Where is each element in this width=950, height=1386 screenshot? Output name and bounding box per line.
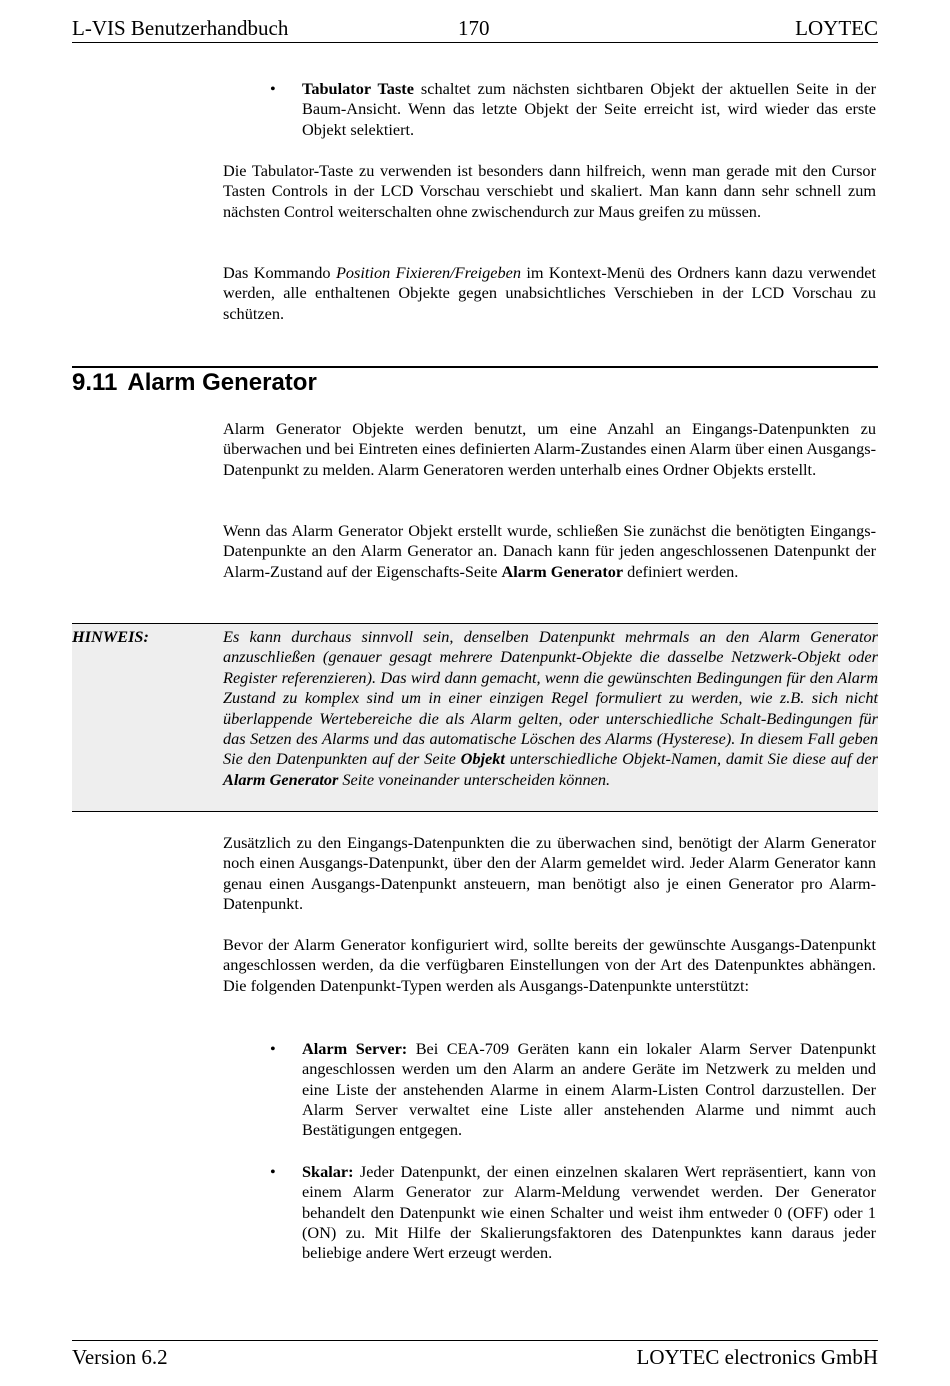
bold-term: Alarm Generator (223, 769, 339, 789)
bullet-term: Tabulator Taste (302, 79, 414, 98)
paragraph-alarm-generator-intro: Alarm Generator Objekte werden benutzt, um eine Anzahl an Eingangs-Datenpunkten zu überwachen und bei Eintreten eines definierten Alarm-Zustandes einen Alarm über einen Ausgangs-Datenpunkt zu melden. Alarm Generatoren werden unterhalb eines Ordner Objekts erstellt. (223, 419, 876, 479)
bullet-text (302, 1039, 876, 1140)
header-company: LOYTEC (795, 16, 878, 40)
text-run: Wenn das Alarm Generator Objekt erstellt wurde, schließen Sie zunächst die benötigten Eingangs-Datenpunkte an den Alarm Generator an. Danach kann für jeden angeschlossenen Datenpunkt der Alarm-Zustand auf der Eigenschafts-Seite (223, 521, 876, 581)
bullet-text (302, 79, 876, 140)
note-box (72, 623, 878, 812)
bullet-symbol: • (270, 1039, 276, 1058)
bullet-skalar (270, 1162, 876, 1263)
bullet-description: schaltet zum nächsten sichtbaren Objekt der aktuellen Seite in der Baum-Ansicht. Wenn das letzte Objekt der Seite erreicht ist, wird wieder das erste Objekt selektiert. (302, 79, 876, 139)
bullet-tab-key (270, 79, 876, 140)
section-heading (72, 369, 317, 397)
note-label: HINWEIS: (72, 627, 149, 646)
bullet-description: Bei CEA-709 Geräten kann ein lokaler Alarm Server Datenpunkt angeschlossen werden um den Alarm an andere Geräte im Netzwerk zu melden und eine Liste der anstehenden Alarme in einem Alarm-Listen Control darzustellen. Der Alarm Server verwaltet eine Liste aller anstehenden Alarme und nimmt auch Bestätigungen entgegen. (302, 1039, 876, 1140)
paragraph-output-datapoint: Zusätzlich zu den Eingangs-Datenpunkten die zu überwachen sind, benötigt der Alarm Generator noch einen Ausgangs-Datenpunkt, über den der Alarm gemeldet wird. Jeder Alarm Generator kann genau einen Ausgangs-Datenpunkt ansteuern, man benötigt also je einen Generator pro Alarm-Datenpunkt. (223, 833, 876, 913)
paragraph-datapoint-types: Bevor der Alarm Generator konfiguriert wird, sollte bereits der gewünschte Ausgangs-Datenpunkt angeschlossen werden, da die verfügbaren Einstellungen von der Art des Datenpunktes abhängen. Die folgenden Datenpunkt-Typen werden als Ausgangs-Datenpunkte unterstützt: (223, 935, 876, 995)
footer-version: Version 6.2 (72, 1345, 168, 1369)
bullet-text (302, 1162, 876, 1263)
page-header (72, 14, 878, 43)
paragraph-position-fix (223, 263, 876, 324)
header-manual-title: L-VIS Benutzerhandbuch (72, 16, 289, 40)
page-footer (72, 1340, 878, 1371)
text-run: Das Kommando (223, 263, 336, 282)
bullet-symbol: • (270, 1162, 276, 1181)
paragraph-tab-usage: Die Tabulator-Taste zu verwenden ist besonders dann hilfreich, wenn man gerade mit den Cursor Tasten Controls in der LCD Vorschau verschiebt und skaliert. Man kann dann sehr schnell zum nächsten Control weiterschalten ohne zwischendurch zur Maus greifen zu müssen. (223, 161, 876, 221)
bullet-term: Skalar: (302, 1162, 354, 1181)
section-divider (72, 366, 878, 368)
command-name: Position Fixieren/Freigeben (335, 263, 521, 282)
bullet-symbol: • (270, 79, 276, 98)
bullet-term: Alarm Server: (302, 1039, 408, 1058)
bullet-description: Jeder Datenpunkt, der einen einzelnen skalaren Wert repräsentiert, kann von einem Alarm Generator zur Alarm-Meldung verwendet werden. Der Generator behandelt den Datenpunkt wie einen Schalter und weist ihm entweder 0 (OFF) oder 1 (ON) zu. Mit Hilfe der Skalierungsfaktoren des Datenpunktes kann daraus jeder beliebige andere Wert erzeugt werden. (302, 1162, 876, 1263)
text-run: unterschiedliche Objekt-Namen, damit Sie diese auf der (504, 749, 878, 769)
bullet-alarm-server (270, 1039, 876, 1140)
note-text (223, 627, 878, 790)
footer-company: LOYTEC electronics GmbH (636, 1345, 878, 1369)
text-run: Es kann durchaus sinnvoll sein, denselben Datenpunkt mehrmals an den Alarm Generator anzuschließen (genauer gesagt mehrere Datenpunkt-Objekte die dasselbe Netzwerk-Objekt oder Register referenzieren). Das wird dann gemacht, wenn die gewünschten Bedingungen für den Alarm Zustand zu komplex sind um in einer einzigen Regel formuliert zu werden, wie z.B. sich nicht überlappende Wertebereiche die als Alarm gelten, oder unterschiedliche Schalt-Bedingungen für das Setzen des Alarms und das automatische Löschen des Alarms (Hysterese). In diesem Fall geben Sie den Datenpunkten auf der Seite (223, 627, 878, 769)
section-title: Alarm Generator (127, 369, 317, 396)
text-run: im Kontext-Menü des Ordners kann dazu verwendet werden, alle enthaltenen Objekte gegen unabsichtliches Verschieben in der LCD Vorschau zu schützen. (223, 263, 877, 323)
property-page-name: Alarm Generator (501, 561, 624, 581)
bold-term: Objekt (460, 749, 505, 769)
paragraph-alarm-generator-setup (223, 521, 876, 582)
text-run: definiert werden. (623, 561, 739, 581)
section-number: 9.11 (72, 369, 118, 396)
text-run: Seite voneinander unterscheiden können. (338, 769, 611, 789)
header-page-number: 170 (458, 16, 490, 40)
